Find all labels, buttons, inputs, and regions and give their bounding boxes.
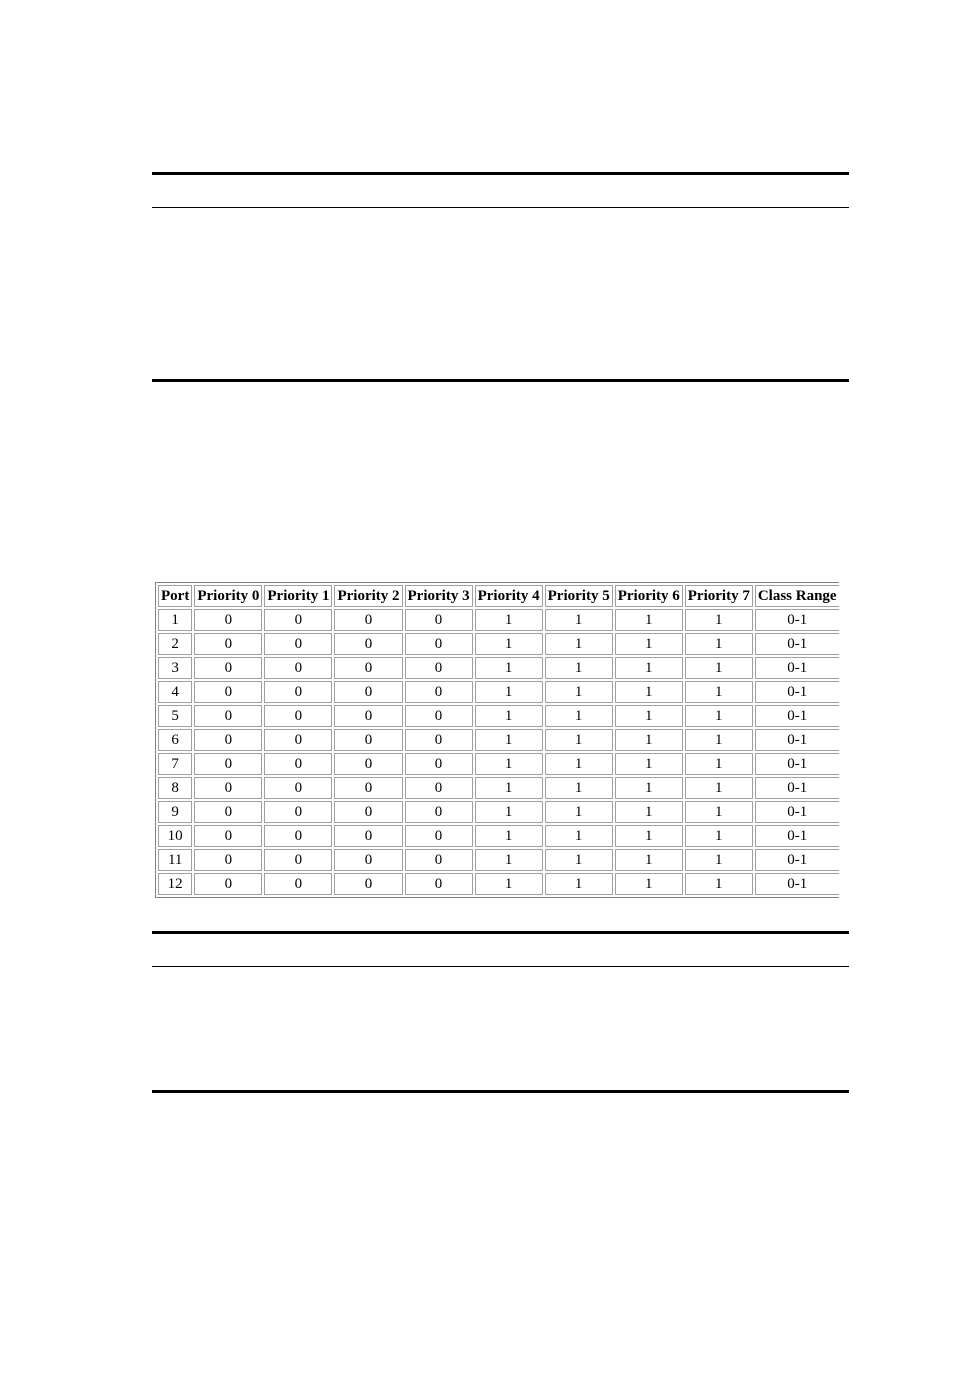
cell-class-range: 0-1 (755, 705, 839, 727)
cell-priority-7: 1 (685, 657, 753, 679)
cell-priority-0: 0 (194, 849, 262, 871)
table-row (158, 801, 839, 823)
cell-priority-2: 0 (334, 609, 402, 631)
table-row (158, 753, 839, 775)
cell-priority-3: 0 (405, 681, 473, 703)
priority-table (155, 582, 839, 898)
note-rule-bottom (152, 1090, 849, 1093)
table-row (158, 873, 839, 895)
cell-priority-2: 0 (334, 753, 402, 775)
table-row (158, 681, 839, 703)
cell-priority-2: 0 (334, 873, 402, 895)
cell-port: 12 (158, 873, 192, 895)
cell-port: 2 (158, 633, 192, 655)
cell-priority-0: 0 (194, 753, 262, 775)
cell-port: 1 (158, 609, 192, 631)
cell-priority-6: 1 (615, 609, 683, 631)
cell-priority-7: 1 (685, 681, 753, 703)
cell-priority-1: 0 (264, 657, 332, 679)
table-row (158, 633, 839, 655)
table-row (158, 825, 839, 847)
cell-priority-4: 1 (475, 681, 543, 703)
cell-priority-7: 1 (685, 849, 753, 871)
section-rule-thin (152, 207, 849, 208)
cell-priority-4: 1 (475, 825, 543, 847)
cell-class-range: 0-1 (755, 681, 839, 703)
cell-priority-6: 1 (615, 633, 683, 655)
header-priority-1: Priority 1 (264, 585, 332, 607)
cell-priority-2: 0 (334, 801, 402, 823)
cell-priority-4: 1 (475, 849, 543, 871)
cell-priority-5: 1 (545, 777, 613, 799)
cell-priority-3: 0 (405, 633, 473, 655)
cell-priority-3: 0 (405, 729, 473, 751)
cell-priority-7: 1 (685, 633, 753, 655)
cell-port: 5 (158, 705, 192, 727)
cell-class-range: 0-1 (755, 801, 839, 823)
cell-priority-6: 1 (615, 849, 683, 871)
cell-priority-1: 0 (264, 801, 332, 823)
cell-priority-6: 1 (615, 657, 683, 679)
cell-port: 10 (158, 825, 192, 847)
cell-priority-5: 1 (545, 729, 613, 751)
table-row (158, 609, 839, 631)
header-class-range: Class Range (755, 585, 839, 607)
cell-priority-0: 0 (194, 801, 262, 823)
table-row (158, 849, 839, 871)
cell-priority-0: 0 (194, 705, 262, 727)
cell-priority-1: 0 (264, 873, 332, 895)
header-priority-3: Priority 3 (405, 585, 473, 607)
cell-priority-7: 1 (685, 609, 753, 631)
cell-priority-6: 1 (615, 753, 683, 775)
cell-priority-2: 0 (334, 657, 402, 679)
cell-priority-1: 0 (264, 849, 332, 871)
cell-priority-5: 1 (545, 633, 613, 655)
table-row (158, 729, 839, 751)
note-rule-thin (152, 966, 849, 967)
cell-priority-3: 0 (405, 777, 473, 799)
cell-port: 11 (158, 849, 192, 871)
cell-priority-5: 1 (545, 849, 613, 871)
cell-priority-1: 0 (264, 705, 332, 727)
cell-priority-7: 1 (685, 729, 753, 751)
cell-port: 6 (158, 729, 192, 751)
cell-class-range: 0-1 (755, 729, 839, 751)
cell-priority-1: 0 (264, 681, 332, 703)
cell-priority-4: 1 (475, 657, 543, 679)
cell-priority-1: 0 (264, 633, 332, 655)
cell-priority-4: 1 (475, 705, 543, 727)
cell-priority-5: 1 (545, 609, 613, 631)
cell-priority-0: 0 (194, 609, 262, 631)
cell-priority-2: 0 (334, 681, 402, 703)
cell-class-range: 0-1 (755, 777, 839, 799)
section-rule-top (152, 172, 849, 175)
cell-priority-3: 0 (405, 801, 473, 823)
cell-priority-7: 1 (685, 873, 753, 895)
cell-priority-3: 0 (405, 873, 473, 895)
cell-priority-1: 0 (264, 753, 332, 775)
cell-port: 8 (158, 777, 192, 799)
cell-class-range: 0-1 (755, 849, 839, 871)
cell-priority-2: 0 (334, 729, 402, 751)
cell-priority-7: 1 (685, 753, 753, 775)
cell-priority-5: 1 (545, 705, 613, 727)
cell-priority-0: 0 (194, 777, 262, 799)
header-port: Port (158, 585, 192, 607)
table-row (158, 705, 839, 727)
cell-priority-3: 0 (405, 753, 473, 775)
cell-priority-0: 0 (194, 681, 262, 703)
cell-priority-1: 0 (264, 729, 332, 751)
cell-priority-6: 1 (615, 729, 683, 751)
header-priority-0: Priority 0 (194, 585, 262, 607)
cell-priority-5: 1 (545, 753, 613, 775)
cell-priority-4: 1 (475, 777, 543, 799)
cell-priority-4: 1 (475, 609, 543, 631)
cell-priority-7: 1 (685, 777, 753, 799)
cell-port: 3 (158, 657, 192, 679)
cell-priority-5: 1 (545, 801, 613, 823)
cell-priority-0: 0 (194, 633, 262, 655)
header-priority-5: Priority 5 (545, 585, 613, 607)
note-rule-top (152, 931, 849, 934)
table-header-row (158, 585, 839, 607)
cell-class-range: 0-1 (755, 825, 839, 847)
cell-priority-5: 1 (545, 873, 613, 895)
cell-priority-3: 0 (405, 657, 473, 679)
cell-priority-3: 0 (405, 825, 473, 847)
header-priority-7: Priority 7 (685, 585, 753, 607)
cell-priority-3: 0 (405, 705, 473, 727)
cell-class-range: 0-1 (755, 873, 839, 895)
cell-class-range: 0-1 (755, 657, 839, 679)
cell-priority-1: 0 (264, 825, 332, 847)
cell-priority-5: 1 (545, 825, 613, 847)
cell-priority-6: 1 (615, 777, 683, 799)
cell-priority-7: 1 (685, 801, 753, 823)
cell-priority-6: 1 (615, 681, 683, 703)
cell-priority-6: 1 (615, 873, 683, 895)
cell-port: 9 (158, 801, 192, 823)
cell-priority-2: 0 (334, 633, 402, 655)
cell-priority-4: 1 (475, 753, 543, 775)
cell-priority-6: 1 (615, 801, 683, 823)
priority-table-body (158, 609, 839, 895)
cell-priority-5: 1 (545, 681, 613, 703)
cell-priority-6: 1 (615, 705, 683, 727)
cell-priority-6: 1 (615, 825, 683, 847)
cell-priority-4: 1 (475, 801, 543, 823)
cell-priority-1: 0 (264, 609, 332, 631)
cell-priority-3: 0 (405, 849, 473, 871)
cell-priority-4: 1 (475, 873, 543, 895)
cell-priority-7: 1 (685, 825, 753, 847)
header-priority-2: Priority 2 (334, 585, 402, 607)
cell-priority-4: 1 (475, 633, 543, 655)
cell-class-range: 0-1 (755, 753, 839, 775)
cell-priority-3: 0 (405, 609, 473, 631)
cell-priority-0: 0 (194, 657, 262, 679)
table-row (158, 657, 839, 679)
cell-priority-5: 1 (545, 657, 613, 679)
cell-port: 4 (158, 681, 192, 703)
cell-priority-2: 0 (334, 849, 402, 871)
table-row (158, 777, 839, 799)
cell-port: 7 (158, 753, 192, 775)
cell-class-range: 0-1 (755, 633, 839, 655)
header-priority-6: Priority 6 (615, 585, 683, 607)
cell-class-range: 0-1 (755, 609, 839, 631)
cell-priority-2: 0 (334, 777, 402, 799)
cell-priority-0: 0 (194, 825, 262, 847)
cell-priority-1: 0 (264, 777, 332, 799)
cell-priority-4: 1 (475, 729, 543, 751)
cell-priority-7: 1 (685, 705, 753, 727)
section-rule-bottom (152, 379, 849, 382)
cell-priority-0: 0 (194, 873, 262, 895)
header-priority-4: Priority 4 (475, 585, 543, 607)
cell-priority-2: 0 (334, 825, 402, 847)
cell-priority-2: 0 (334, 705, 402, 727)
cell-priority-0: 0 (194, 729, 262, 751)
priority-table-container (155, 582, 839, 909)
